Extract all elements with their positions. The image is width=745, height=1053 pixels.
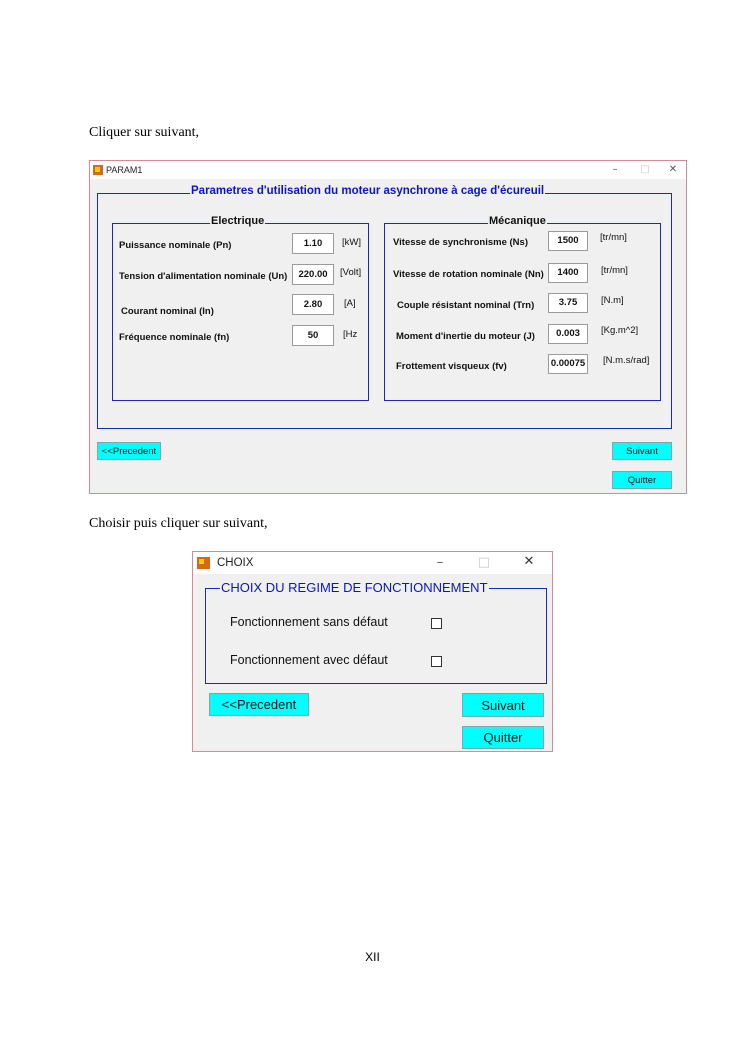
input-vitesse-rotation[interactable]: 1400 <box>548 263 588 283</box>
unit-courant-nominal: [A] <box>344 298 356 309</box>
sans-defaut-checkbox[interactable] <box>431 618 442 629</box>
precedent-button[interactable]: <<Precedent <box>97 442 161 460</box>
input-vitesse-synchronisme[interactable]: 1500 <box>548 231 588 251</box>
choix-window <box>192 551 553 752</box>
instruction-text-1: Cliquer sur suivant, <box>89 125 200 140</box>
input-frottement-visqueux[interactable]: 0.00075 <box>548 354 588 374</box>
regime-frame <box>205 580 547 684</box>
unit-puissance-nominale: [kW] <box>342 237 361 248</box>
input-couple-resistant[interactable]: 3.75 <box>548 293 588 313</box>
electrique-frame <box>112 215 369 401</box>
precedent-button[interactable]: <<Precedent <box>209 693 309 716</box>
page-number: XII <box>365 950 380 964</box>
regime-frame-legend: CHOIX DU REGIME DE FONCTIONNEMENT <box>221 580 488 595</box>
label-moment-inertie: Moment d'inertie du moteur (J) <box>396 331 535 342</box>
main-parameters-frame <box>97 185 672 429</box>
unit-vitesse-rotation: [tr/mn] <box>601 265 628 276</box>
param1-window <box>89 160 687 494</box>
input-puissance-nominale[interactable]: 1.10 <box>292 233 334 254</box>
label-vitesse-synchronisme: Vitesse de synchronisme (Ns) <box>393 237 528 248</box>
label-vitesse-rotation: Vitesse de rotation nominale (Nn) <box>393 269 544 280</box>
minimize-icon[interactable]: – <box>612 164 618 175</box>
option-avec-defaut-label: Fonctionnement avec défaut <box>230 653 388 667</box>
quitter-button[interactable]: Quitter <box>462 726 544 749</box>
instruction-text-2: Choisir puis cliquer sur suivant, <box>89 516 268 531</box>
choix-window-title: CHOIX <box>217 557 254 569</box>
matlab-icon <box>93 165 103 175</box>
input-courant-nominal[interactable]: 2.80 <box>292 294 334 315</box>
avec-defaut-checkbox[interactable] <box>431 656 442 667</box>
mecanique-frame <box>384 215 661 401</box>
close-icon[interactable]: ✕ <box>668 164 678 175</box>
label-frottement-visqueux: Frottement visqueux (fv) <box>396 361 507 372</box>
label-tension-alimentation: Tension d'alimentation nominale (Un) <box>119 271 288 282</box>
label-courant-nominal: Courant nominal (In) <box>121 306 214 317</box>
label-couple-resistant: Couple résistant nominal (Trn) <box>397 300 535 311</box>
unit-vitesse-synchronisme: [tr/mn] <box>600 232 627 243</box>
input-tension-alimentation[interactable]: 220.00 <box>292 264 334 285</box>
choix-titlebar <box>193 552 552 574</box>
minimize-icon[interactable]: – <box>436 555 444 570</box>
electrique-legend: Electrique <box>211 215 265 227</box>
close-icon[interactable]: ✕ <box>523 554 535 569</box>
input-frequence-nominale[interactable]: 50 <box>292 325 334 346</box>
unit-moment-inertie: [Kg.m^2] <box>601 325 639 336</box>
param1-titlebar <box>90 161 686 179</box>
maximize-icon[interactable]: □ <box>477 555 491 570</box>
main-frame-legend: Parametres d'utilisation du moteur asynchrone à cage d'écureuil <box>191 185 545 197</box>
unit-couple-resistant: [N.m] <box>601 295 624 306</box>
suivant-button[interactable]: Suivant <box>462 693 544 717</box>
suivant-button[interactable]: Suivant <box>612 442 672 460</box>
param1-window-title: PARAM1 <box>106 165 143 175</box>
input-moment-inertie[interactable]: 0.003 <box>548 324 588 344</box>
label-frequence-nominale: Fréquence nominale (fn) <box>119 332 230 343</box>
maximize-icon[interactable]: □ <box>640 164 650 175</box>
quitter-button[interactable]: Quitter <box>612 471 672 489</box>
option-sans-defaut-label: Fonctionnement sans défaut <box>230 615 388 629</box>
label-puissance-nominale: Puissance nominale (Pn) <box>119 240 232 251</box>
mecanique-legend: Mécanique <box>489 215 546 227</box>
unit-tension-alimentation: [Volt] <box>340 267 362 278</box>
unit-frequence-nominale: [Hz <box>343 329 358 340</box>
unit-frottement-visqueux: [N.m.s/rad] <box>603 355 650 366</box>
matlab-icon <box>197 557 210 569</box>
